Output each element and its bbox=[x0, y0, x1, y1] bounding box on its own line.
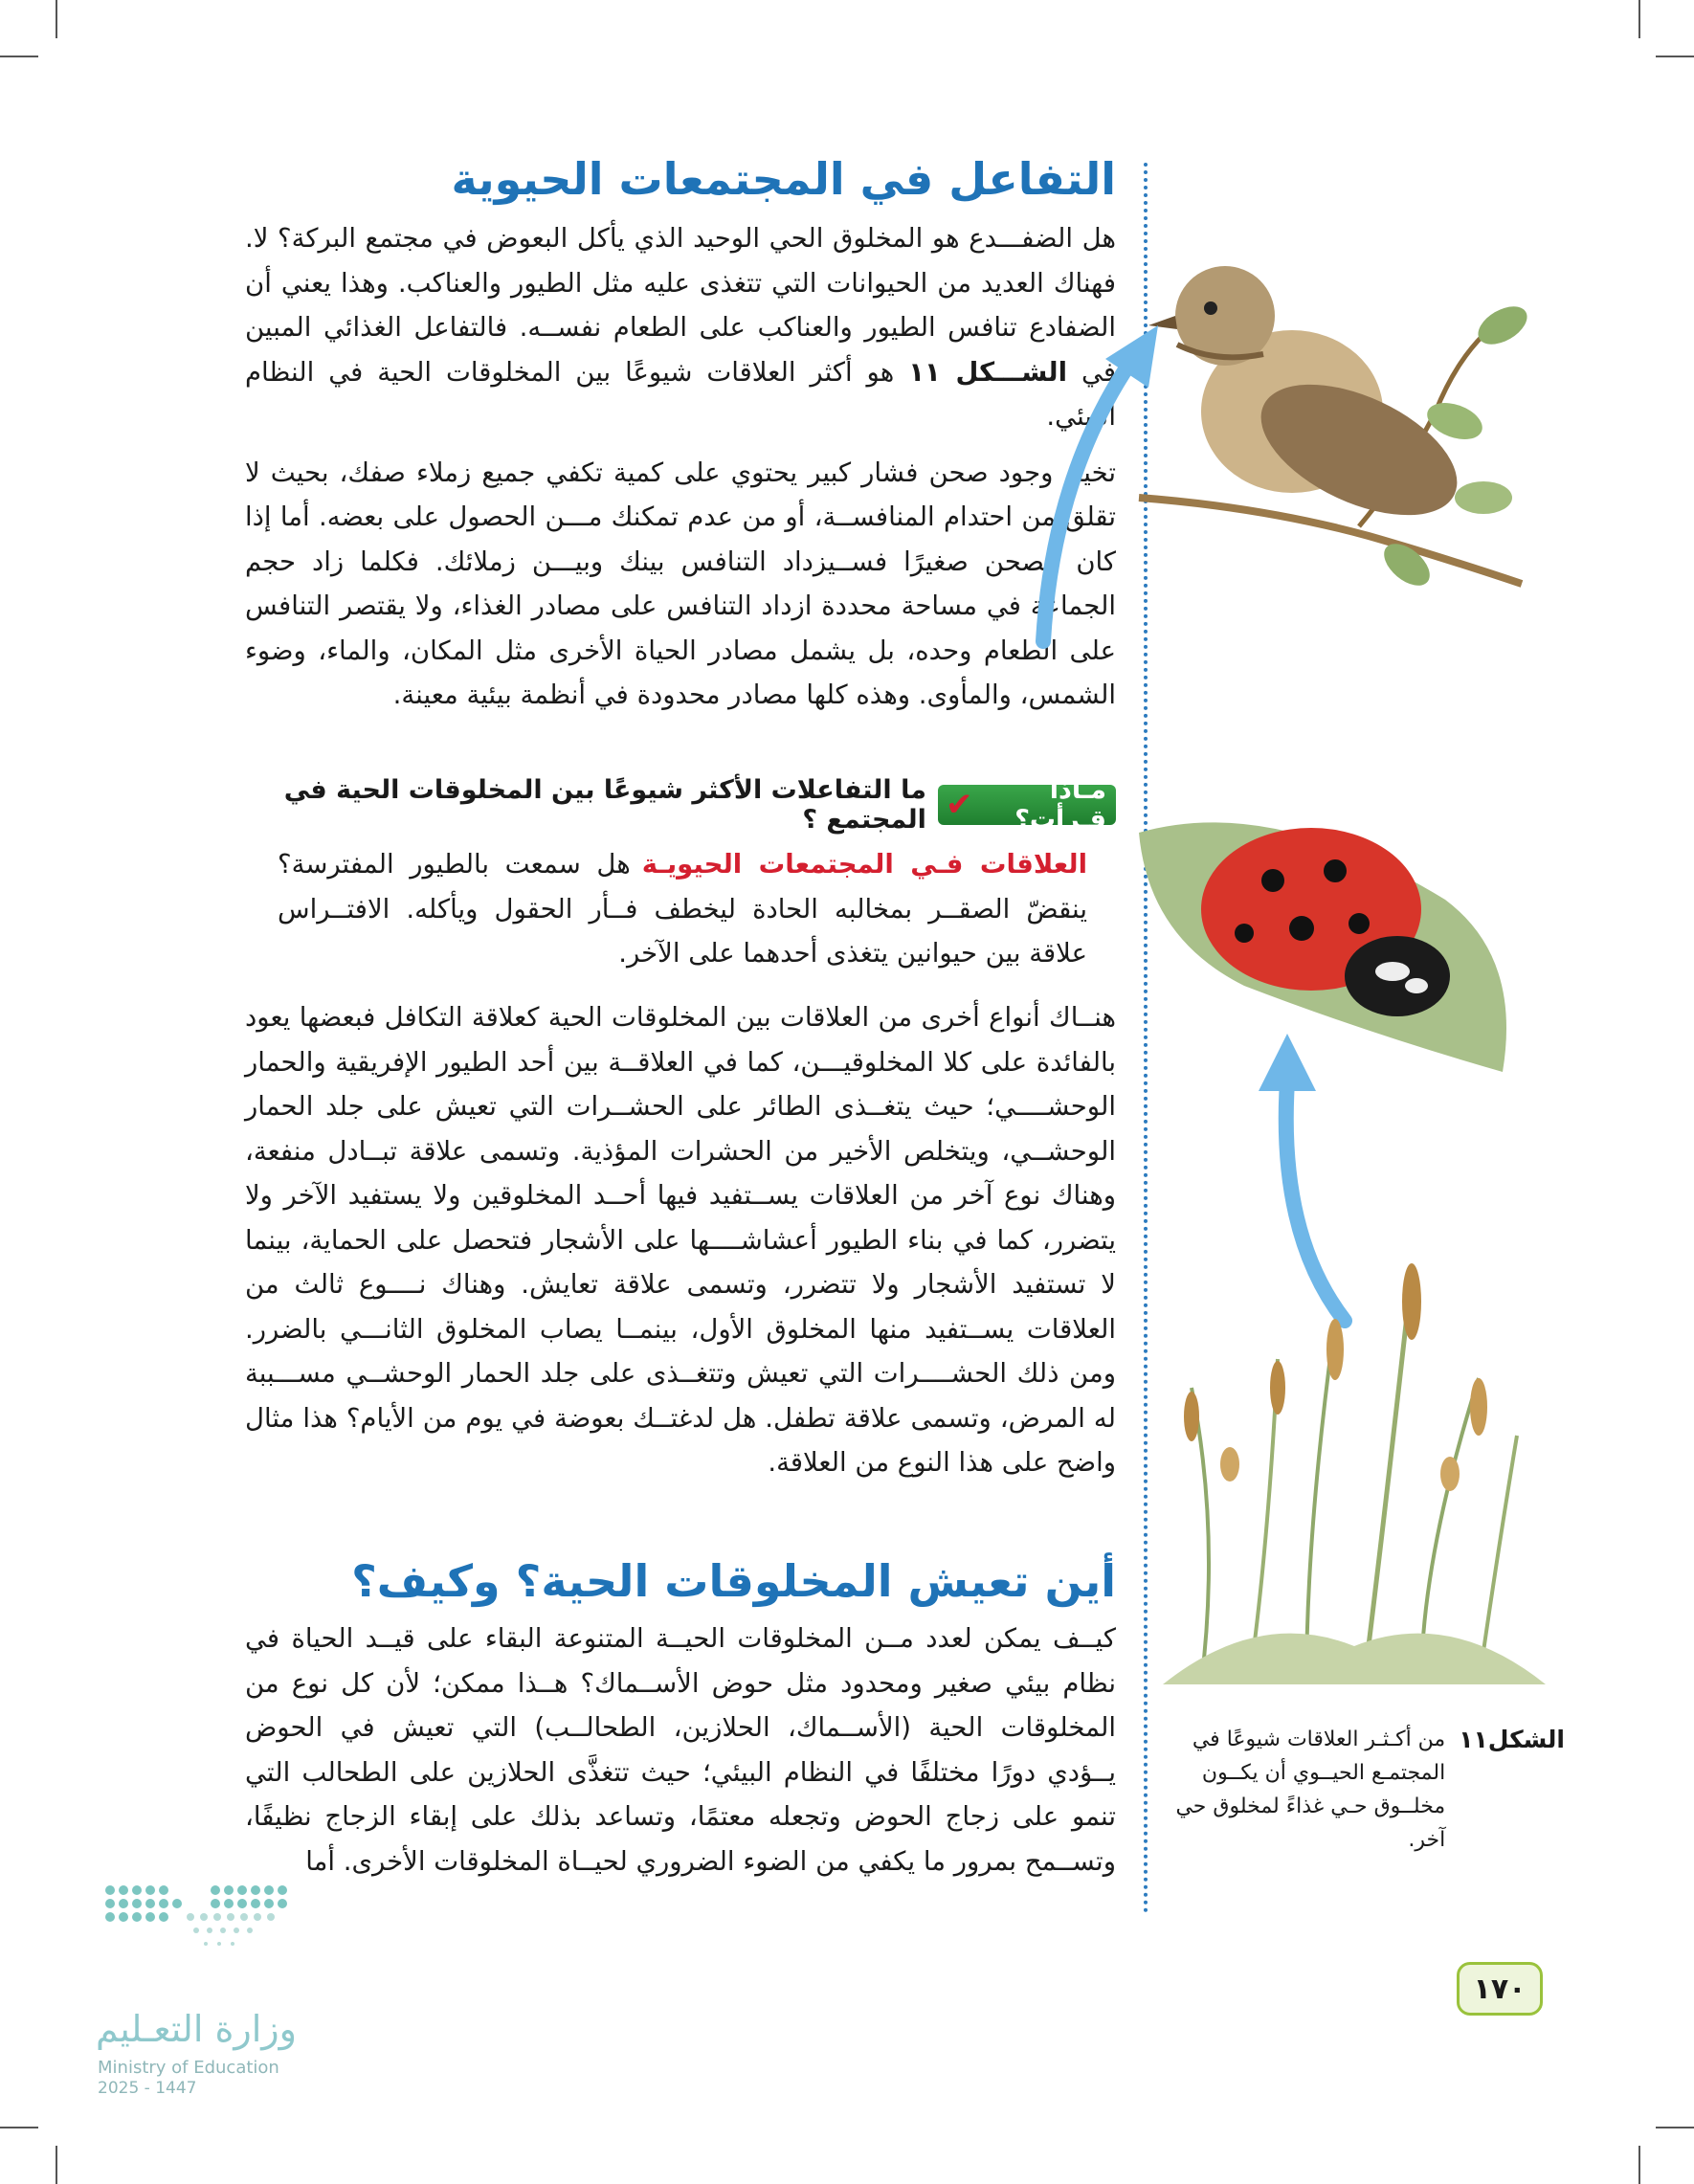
wyr-question: ما التفاعلات الأكثر شيوعًا بين المخلوقات الحية في المجتمع ؟ bbox=[283, 775, 926, 835]
what-did-you-read-badge bbox=[938, 775, 1116, 835]
para1-text-end: هو أكثر العلاقات شيوعًا بين المخلوقات الحية في النظام البيئي. bbox=[245, 356, 1116, 432]
crop-mark bbox=[56, 2146, 57, 2184]
ministry-logo-icon bbox=[91, 1871, 311, 1995]
figure-caption bbox=[1163, 1723, 1565, 1857]
para1-text: هل الضفـــدع هو المخلوق الحي الوحيد الذي يأكل البعوض في مجتمع البركة؟ لا. فهناك العديد من الحيوانات التي تتغذى عليه مثل الطيور والعناكب. وهذا يعني أن الضفادع تنافس الطيور والعناكب على الطعام نفســه. فالتفاعل الغذائي المبين في bbox=[245, 223, 1117, 388]
crop-mark bbox=[1656, 2127, 1694, 2128]
page-number: ١٧٠ bbox=[1457, 1962, 1543, 2016]
crop-mark bbox=[0, 2127, 38, 2128]
wyr-label: مـاذا قـرأت؟ bbox=[1014, 775, 1106, 835]
figure-label: الشكل١١ bbox=[1459, 1726, 1565, 1753]
section-interaction bbox=[245, 153, 1116, 718]
paragraph-2: تخيل وجود صحن فشار كبير يحتوي على كمية تكفي جميع زملاء صفك، بحيث لا تقلق من احتدام المنافســة، أو من عدم تمكنك مـــن الحصول على بعضه. أما إذا كان الصحن صغيرًا فســيزداد التنافس بينك وبيـــن زملائك. فكلما زاد حجم الجماعة في مساحة محددة ازداد التنافس على مصادر الغذاء، ولا يقتصر التنافس على الطعام وحده، بل يشمل مصادر الحياة الأخرى مثل المكان، والماء، وضوء الشمس، والمأوى. وهذه كلها مصادر محدودة في أنظمة بيئية معينة. bbox=[245, 457, 1116, 710]
crop-mark bbox=[56, 0, 57, 38]
crop-mark bbox=[1656, 56, 1694, 57]
section-where-live bbox=[245, 1555, 1116, 1883]
figure-caption-text: من أكـثـر العلاقات شيوعًا في المجتمـع الحيــوي أن يكــون مخلــوق حـي غذاءً لمخلوق حي آخر. bbox=[1175, 1727, 1446, 1852]
grass-illustration bbox=[1163, 1244, 1546, 1684]
section-relationships bbox=[245, 995, 1116, 1485]
figure-reference: الشـــكل ١١ bbox=[908, 356, 1068, 388]
crop-mark bbox=[1638, 0, 1640, 38]
crop-mark bbox=[0, 56, 38, 57]
paragraph-1 bbox=[245, 216, 1116, 439]
paragraph-3: هنــاك أنواع أخرى من العلاقات بين المخلوقات الحية كعلاقة التكافل فبعضها يعود بالفائدة على كلا المخلوقيـــن، كما في العلاقــة بين أحد الطيور الإفريقية والحمار الوحشــــي؛ حيث يتغــذى الطائر على الحشــرات التي تعيش على جلد الحمار الوحشــي، ويتخلص الأخير من الحشرات المؤذية. وتسمى علاقة تبــادل منفعة، وهناك نوع آخر من العلاقات يســتفيد فيها أحــد المخلوقين ولا يستفيد الآخر ولا يتضرر، كما في بناء الطيور أعشاشــــها على الأشجار فتحصل على الحماية، بينما لا تستفيد الأشجار ولا تتضرر، وتسمى علاقة تعايش. وهناك نــــوع ثالث من العلاقات يســتفيد منها المخلوق الأول، بينمــا يصاب المخلوق الثانـــي بالضرر. ومن ذلك الحشــــرات التي تعيش وتتغــذى على جلد الحمار الوحشــي مســـببة له المرض، وتسمى علاقة تطفل. هل لدغتــك بعوضة في يوم من الأيام؟ هذا مثال واضح على هذا النوع من العلاقة. bbox=[245, 1002, 1116, 1478]
heading-interaction: التفاعل في المجتمعات الحيوية bbox=[451, 153, 1116, 205]
sparrow-illustration bbox=[1120, 220, 1541, 660]
inset-text: هل سمعت بالطيور المفترسة؟ ينقضّ الصقــر بمخالبه الحادة ليخطف فــأر الحقول ويأكله. الافتــراس علاقة بين حيوانين يتغذى أحدهما على الآخر. bbox=[278, 849, 1087, 969]
ministry-year: 2025 - 1447 bbox=[98, 2079, 197, 2098]
paragraph-4: كيــف يمكن لعدد مــن المخلوقات الحيــة المتنوعة البقاء على قيــد الحياة في نظام بيئي صغير ومحدود مثل حوض الأســماك؟ هــذا ممكن؛ لأن كل نوع من المخلوقات الحية (الأســماك، الحلازين، الطحالــب) التي تعيش في الحوض يــؤدي دورًا مختلفًا في النظام البيئي؛ حيث تتغذَّى الحلازين على الطحالب التي تنمو على زجاج الحوض وتجعله معتمًا، وتساعد بذلك على إبقاء الزجاج نظيفًا، وتســمح بمرور ما يكفي من الضوء الضروري لحيــاة المخلوقات الأخرى. أما bbox=[245, 1623, 1116, 1877]
what-did-you-read bbox=[278, 775, 1116, 835]
checkmark-icon: ✔ bbox=[945, 786, 973, 824]
inset-title: العلاقات فـي المجتمعات الحيويـة bbox=[641, 849, 1087, 880]
crop-mark bbox=[1638, 2146, 1640, 2184]
ministry-name-english: Ministry of Education bbox=[98, 2058, 279, 2078]
relationships-inset bbox=[278, 842, 1087, 976]
ministry-name-arabic: وزارة التعـليم bbox=[96, 2008, 298, 2050]
arrow-up-icon bbox=[1014, 306, 1177, 651]
heading-where-live: أين تعيش المخلوقات الحية؟ وكيف؟ bbox=[351, 1555, 1116, 1607]
